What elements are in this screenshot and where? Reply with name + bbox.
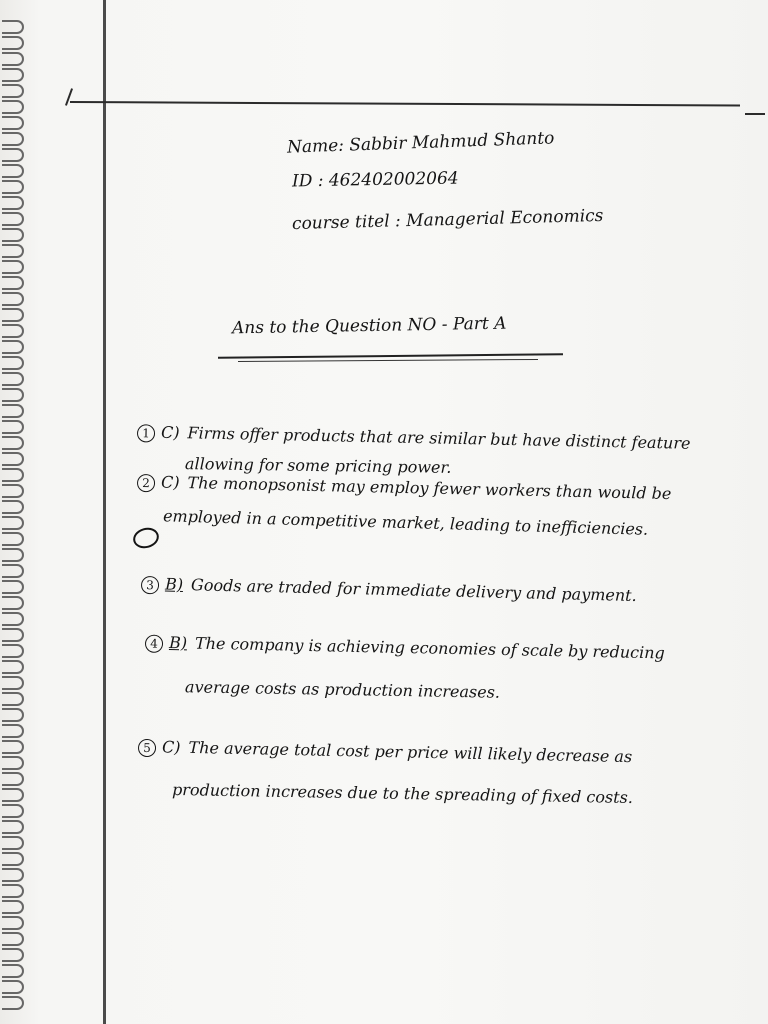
answer-5-number: 5 (138, 739, 156, 757)
spiral-ring (2, 388, 24, 402)
spiral-ring (2, 756, 24, 770)
answer-1-line-2: allowing for some pricing power. (184, 454, 452, 477)
spiral-ring (2, 660, 24, 674)
spiral-ring (2, 180, 24, 194)
spiral-ring (2, 724, 24, 738)
header-rule-tick (65, 88, 73, 106)
spiral-ring (2, 708, 24, 722)
spiral-ring (2, 484, 24, 498)
spiral-ring (2, 324, 24, 338)
spiral-ring (2, 276, 24, 290)
spiral-ring (2, 676, 24, 690)
spiral-ring (2, 516, 24, 530)
spiral-ring (2, 548, 24, 562)
course-title: course titel : Managerial Economics (291, 205, 604, 235)
heading-underline-second (238, 359, 538, 362)
scribbled-out-mark (131, 525, 161, 551)
answer-4-line-1 (145, 633, 665, 664)
spiral-ring (2, 148, 24, 162)
answer-2-option: C) (160, 472, 180, 492)
spiral-ring (2, 788, 24, 802)
spiral-ring (2, 52, 24, 66)
answer-3-text-1: Goods are traded for immediate delivery and payment. (190, 575, 637, 606)
answer-4-number: 4 (145, 635, 163, 653)
spiral-ring (2, 532, 24, 546)
spiral-ring (2, 580, 24, 594)
spiral-ring (2, 260, 24, 274)
answer-1-option: C) (160, 422, 180, 443)
spiral-ring (2, 564, 24, 578)
spiral-ring (2, 836, 24, 850)
answer-2-number: 2 (137, 474, 155, 492)
answer-2-text-1: The monopsonist may employ fewer workers than would be (187, 473, 672, 504)
spiral-binding (0, 20, 28, 1020)
spiral-ring (2, 868, 24, 882)
spiral-ring (2, 404, 24, 418)
answer-3-line-1 (141, 574, 637, 606)
spiral-ring (2, 20, 24, 34)
answer-5-option: C) (161, 737, 181, 757)
spiral-ring (2, 164, 24, 178)
answer-5-text-1: The average total cost per price will likely decrease as (188, 737, 633, 767)
spiral-ring (2, 340, 24, 354)
header-rule (70, 101, 740, 107)
spiral-ring (2, 132, 24, 146)
spiral-ring (2, 884, 24, 898)
spiral-ring (2, 644, 24, 658)
answer-1-number: 1 (137, 424, 155, 442)
spiral-ring (2, 436, 24, 450)
spiral-ring (2, 852, 24, 866)
spiral-ring (2, 596, 24, 610)
spiral-ring (2, 772, 24, 786)
spiral-ring (2, 500, 24, 514)
spiral-ring (2, 196, 24, 210)
answer-1-line-1 (137, 422, 691, 454)
answer-5-line-2: production increases due to the spreading of fixed costs. (171, 779, 634, 808)
answer-3-number: 3 (141, 576, 159, 594)
spiral-ring (2, 996, 24, 1010)
spiral-ring (2, 308, 24, 322)
spiral-ring (2, 740, 24, 754)
spiral-ring (2, 36, 24, 50)
spiral-ring (2, 244, 24, 258)
spiral-ring (2, 916, 24, 930)
spiral-ring (2, 468, 24, 482)
section-heading: Ans to the Question NO - Part A (231, 313, 507, 339)
answer-5-line-1 (138, 737, 632, 767)
student-name: Name: Sabbir Mahmud Shanto (286, 128, 555, 158)
spiral-ring (2, 356, 24, 370)
answer-4-option: B) (168, 633, 188, 653)
spiral-ring (2, 420, 24, 434)
margin-line (103, 0, 106, 1024)
spiral-ring (2, 100, 24, 114)
spiral-ring (2, 292, 24, 306)
heading-underline (218, 353, 563, 359)
spiral-ring (2, 228, 24, 242)
header-rule-dash (745, 113, 765, 115)
spiral-ring (2, 116, 24, 130)
spiral-ring (2, 932, 24, 946)
answer-1-text-1: Firms offer products that are similar but have distinct feature (187, 423, 691, 453)
spiral-ring (2, 628, 24, 642)
spiral-ring (2, 68, 24, 82)
spiral-ring (2, 980, 24, 994)
student-id: ID : 462402002064 (291, 168, 459, 192)
spiral-ring (2, 372, 24, 386)
answer-2-line-1 (137, 472, 672, 504)
spiral-ring (2, 212, 24, 226)
spiral-ring (2, 612, 24, 626)
answer-4-line-2: average costs as production increases. (184, 677, 501, 702)
answer-3-option: B) (164, 574, 184, 594)
spiral-ring (2, 84, 24, 98)
spiral-ring (2, 948, 24, 962)
spiral-ring (2, 820, 24, 834)
spiral-ring (2, 804, 24, 818)
spiral-ring (2, 692, 24, 706)
spiral-ring (2, 900, 24, 914)
spiral-ring (2, 452, 24, 466)
answer-2-line-2: employed in a competitive market, leading to inefficiencies. (162, 506, 649, 539)
answer-4-text-1: The company is achieving economies of scale by reducing (194, 633, 665, 663)
spiral-ring (2, 964, 24, 978)
